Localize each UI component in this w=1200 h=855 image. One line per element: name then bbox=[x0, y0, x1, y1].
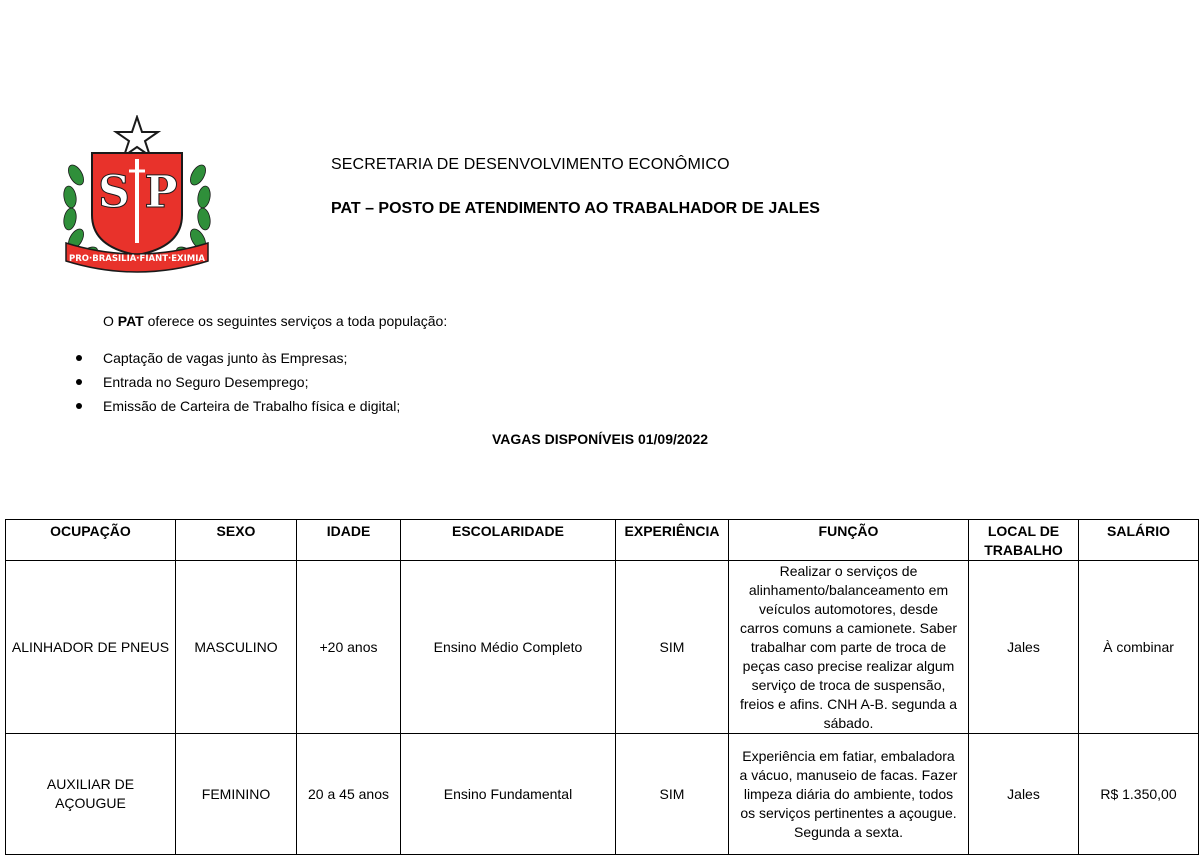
cell-experiencia: SIM bbox=[616, 734, 729, 855]
cell-funcao: Realizar o serviços de alinhamento/balanceamento em veículos automotores, desde carros comuns a camionete. Saber trabalhar com parte de troca de peças caso precise realizar algum serviço de troca de suspensão, freios e afins. CNH A-B. segunda a sábado. bbox=[729, 561, 969, 734]
services-list-item: Captação de vagas junto às Empresas; bbox=[76, 348, 400, 372]
intro-text: O PAT oferece os seguintes serviços a toda população: bbox=[103, 313, 448, 329]
services-list-item: Entrada no Seguro Desemprego; bbox=[76, 372, 400, 396]
col-funcao: FUNÇÃO bbox=[729, 520, 969, 561]
jobs-table bbox=[5, 519, 1199, 855]
col-sexo: SEXO bbox=[176, 520, 297, 561]
motto-text: PRO·BRASILIA·FIANT·EXIMIA bbox=[69, 254, 205, 264]
col-local: LOCAL DE TRABALHO bbox=[969, 520, 1079, 561]
col-idade: IDADE bbox=[297, 520, 401, 561]
cell-escolaridade: Ensino Fundamental bbox=[401, 734, 616, 855]
cell-idade: +20 anos bbox=[297, 561, 401, 734]
shield-letter-p: P bbox=[144, 167, 178, 218]
cell-sexo: MASCULINO bbox=[176, 561, 297, 734]
col-salario: SALÁRIO bbox=[1079, 520, 1199, 561]
cell-salario: R$ 1.350,00 bbox=[1079, 734, 1199, 855]
cell-escolaridade: Ensino Médio Completo bbox=[401, 561, 616, 734]
star-icon bbox=[116, 117, 158, 156]
cell-funcao: Experiência em fatiar, embaladora a vácuo, manuseio de facas. Fazer limpeza diária do ambiente, todos os serviços pertinentes a açougue. Segunda a sexta. bbox=[729, 734, 969, 855]
cell-local: Jales bbox=[969, 734, 1079, 855]
cell-idade: 20 a 45 anos bbox=[297, 734, 401, 855]
sao-paulo-coat-of-arms bbox=[62, 115, 212, 283]
col-escolaridade: ESCOLARIDADE bbox=[401, 520, 616, 561]
table-header-row bbox=[6, 520, 1199, 561]
col-ocupacao: OCUPAÇÃO bbox=[6, 520, 176, 561]
table-row bbox=[6, 734, 1199, 855]
services-list bbox=[76, 348, 400, 420]
cell-ocupacao: ALINHADOR DE PNEUS bbox=[6, 561, 176, 734]
vagas-title: VAGAS DISPONÍVEIS 01/09/2022 bbox=[491, 431, 709, 447]
cell-sexo: FEMININO bbox=[176, 734, 297, 855]
cell-local: Jales bbox=[969, 561, 1079, 734]
col-experiencia: EXPERIÊNCIA bbox=[616, 520, 729, 561]
bullet-icon bbox=[76, 403, 82, 409]
cell-experiencia: SIM bbox=[616, 561, 729, 734]
cell-ocupacao: AUXILIAR DE AÇOUGUE bbox=[6, 734, 176, 855]
services-list-item: Emissão de Carteira de Trabalho física e digital; bbox=[76, 396, 400, 420]
secretaria-title: SECRETARIA DE DESENVOLVIMENTO ECONÔMICO bbox=[331, 156, 730, 173]
pat-title: PAT – POSTO DE ATENDIMENTO AO TRABALHADOR DE JALES bbox=[331, 200, 820, 217]
cell-salario: À combinar bbox=[1079, 561, 1199, 734]
bullet-icon bbox=[76, 379, 82, 385]
table-row bbox=[6, 561, 1199, 734]
intro-pat-bold: PAT bbox=[117, 313, 144, 329]
shield-letter-s: S bbox=[98, 167, 130, 218]
bullet-icon bbox=[76, 355, 82, 361]
